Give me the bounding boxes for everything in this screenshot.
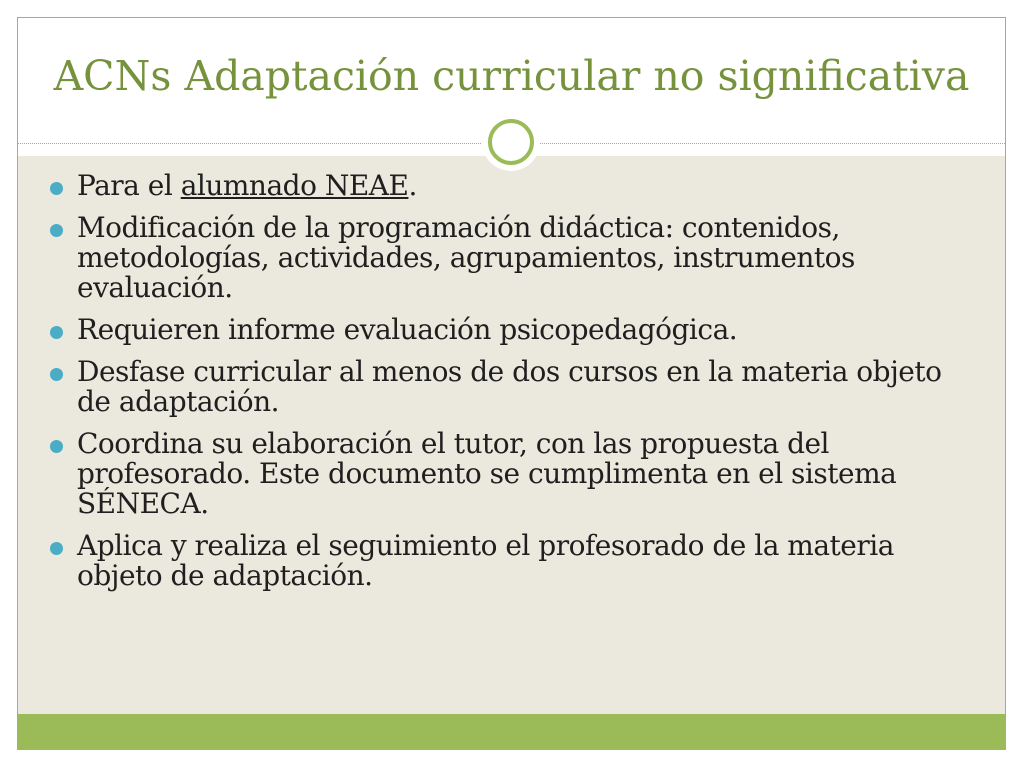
slide-frame	[17, 17, 1006, 750]
bullet-text: Aplica y realiza el seguimiento el profesorado de la materia objeto de adaptación.	[77, 529, 894, 592]
bullet-text: Modificación de la programación didáctica: contenidos, metodologías, actividades, agrupamientos, instrumentos evaluación.	[77, 211, 855, 304]
bullet-text: Coordina su elaboración el tutor, con las propuesta del profesorado. Este documento se cumplimenta en el sistema SÉNECA.	[77, 427, 897, 520]
bullet-dot-icon	[50, 224, 63, 237]
bullet-text: Requieren informe evaluación psicopedagógica.	[77, 313, 738, 346]
list-item	[50, 315, 975, 345]
list-item	[50, 213, 975, 303]
alumnado-neae-link[interactable]: alumnado NEAE	[180, 169, 409, 202]
footer-bar	[18, 714, 1005, 749]
slide-title: ACNs Adaptación curricular no significativa	[53, 52, 970, 100]
bullet-text-pre: Para el	[77, 169, 181, 202]
bullet-dot-icon	[50, 440, 63, 453]
bullet-text-post: .	[408, 169, 417, 202]
list-item	[50, 171, 975, 201]
bullet-dot-icon	[50, 182, 63, 195]
list-item	[50, 357, 975, 417]
list-item	[50, 429, 975, 519]
bullet-dot-icon	[50, 542, 63, 555]
bullet-list	[50, 171, 975, 603]
list-item	[50, 531, 975, 591]
bullet-dot-icon	[50, 368, 63, 381]
bullet-text: Desfase curricular al menos de dos cursos en la materia objeto de adaptación.	[77, 355, 942, 418]
circle-ring-icon	[488, 119, 534, 165]
bullet-dot-icon	[50, 326, 63, 339]
